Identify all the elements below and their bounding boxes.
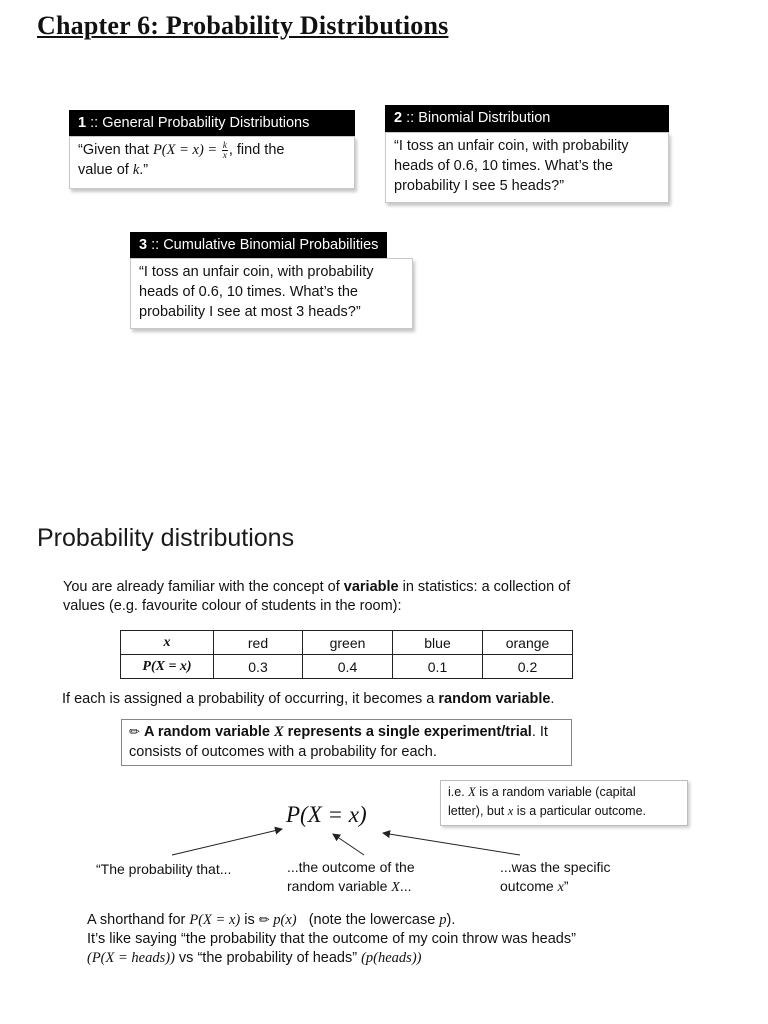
label-right bbox=[500, 858, 611, 897]
label-text: outcome bbox=[500, 878, 558, 894]
definition-text: consists of outcomes with a probability for each. bbox=[129, 744, 437, 760]
card-text-line: heads of 0.6, 10 times. What’s the bbox=[139, 284, 358, 300]
math-expression: P(X = x) bbox=[189, 912, 241, 928]
section-heading: Probability distributions bbox=[37, 524, 295, 552]
table-header-cell: P(X = x) bbox=[121, 655, 214, 679]
math-expression: P(X = x) = bbox=[152, 142, 221, 158]
probability-expression: P(X = x) bbox=[286, 802, 367, 827]
card-number: 1 bbox=[78, 115, 87, 131]
shorthand-text: is bbox=[240, 912, 259, 928]
label-text: ... bbox=[399, 878, 412, 894]
shorthand-text: vs “the probability of heads” bbox=[174, 950, 362, 966]
card-text-line: probability I see 5 heads?” bbox=[394, 178, 565, 194]
card-number: 2 bbox=[394, 110, 403, 126]
intro-text: values (e.g. favourite colour of students in the room): bbox=[63, 598, 402, 614]
sentence-text: . bbox=[550, 691, 555, 707]
card-separator: :: bbox=[147, 237, 164, 253]
card-title: General Probability Distributions bbox=[102, 115, 310, 131]
shorthand-text: It’s like saying “the probability that the outcome of my coin throw was heads” bbox=[87, 931, 576, 947]
label-middle bbox=[287, 858, 415, 897]
note-text: letter), but bbox=[448, 804, 508, 818]
definition-text: . It bbox=[531, 724, 548, 740]
fraction-numerator: k bbox=[222, 139, 227, 150]
label-text: random variable bbox=[287, 878, 392, 894]
table-cell: 0.1 bbox=[393, 655, 483, 679]
chapter-title: Chapter 6: Probability Distributions bbox=[37, 11, 449, 40]
table-cell: 0.4 bbox=[303, 655, 393, 679]
card-text: value of bbox=[78, 162, 133, 178]
math-variable: x bbox=[507, 804, 514, 818]
table-cell: 0.3 bbox=[214, 655, 303, 679]
card-title: Binomial Distribution bbox=[418, 110, 551, 126]
table-header-cell: x bbox=[121, 631, 214, 655]
note-text: is a random variable (capital bbox=[475, 785, 636, 799]
intro-text: You are already familiar with the concept of bbox=[63, 579, 344, 595]
math-expression: (p(heads)) bbox=[361, 950, 422, 966]
sentence-text: If each is assigned a probability of occurring, it becomes a bbox=[62, 691, 439, 707]
math-expression: p(x) bbox=[269, 912, 297, 928]
sentence-bold: random variable bbox=[438, 691, 551, 707]
intro-text: in statistics: a collection of bbox=[398, 579, 571, 595]
table-cell: red bbox=[214, 631, 303, 655]
table-cell: orange bbox=[483, 631, 573, 655]
label-text: ...the outcome of the bbox=[287, 859, 415, 875]
intro-bold: variable bbox=[343, 579, 399, 595]
shorthand-text: (note the lowercase bbox=[296, 912, 440, 928]
note-text: is a particular outcome. bbox=[513, 804, 647, 818]
card-separator: :: bbox=[402, 110, 419, 126]
card-text-line: “I toss an unfair coin, with probability bbox=[394, 138, 629, 154]
card-text: , find the bbox=[228, 142, 285, 158]
shorthand-text: ). bbox=[446, 912, 456, 928]
card-text: “Given that bbox=[78, 142, 153, 158]
math-variable: X bbox=[468, 785, 476, 799]
fraction-denominator: x bbox=[222, 149, 227, 160]
math-variable: k bbox=[132, 162, 140, 178]
card-text: .” bbox=[139, 162, 149, 178]
label-text: ...was the specific bbox=[500, 859, 611, 875]
card-text-line: heads of 0.6, 10 times. What’s the bbox=[394, 158, 613, 174]
shorthand-text: A shorthand for bbox=[87, 912, 190, 928]
note-text: i.e. bbox=[448, 785, 469, 799]
math-expression: (P(X = heads)) bbox=[87, 950, 175, 966]
card-separator: :: bbox=[86, 115, 103, 131]
card-number: 3 bbox=[139, 237, 148, 253]
label-text: ” bbox=[563, 878, 569, 894]
card-text-line: probability I see at most 3 heads?” bbox=[139, 304, 361, 320]
pencil-icon: ✏ bbox=[129, 724, 140, 739]
math-variable: X bbox=[273, 724, 284, 740]
math-variable: X bbox=[391, 880, 400, 895]
definition-bold: A random variable bbox=[143, 724, 274, 740]
card-text-line: “I toss an unfair coin, with probability bbox=[139, 264, 374, 280]
arrow-right bbox=[383, 833, 520, 855]
definition-bold: represents a single experiment/trial bbox=[283, 724, 532, 740]
table-cell: green bbox=[303, 631, 393, 655]
shorthand-paragraph bbox=[87, 910, 757, 968]
table-cell: 0.2 bbox=[483, 655, 573, 679]
math-variable: p bbox=[439, 912, 447, 928]
arrow-left bbox=[172, 829, 282, 855]
pencil-icon: ✏ bbox=[258, 912, 270, 927]
card-title: Cumulative Binomial Probabilities bbox=[163, 237, 379, 253]
table-cell: blue bbox=[393, 631, 483, 655]
arrow-middle bbox=[333, 834, 364, 855]
label-left: “The probability that... bbox=[96, 861, 232, 877]
math-variable: x bbox=[557, 880, 564, 895]
